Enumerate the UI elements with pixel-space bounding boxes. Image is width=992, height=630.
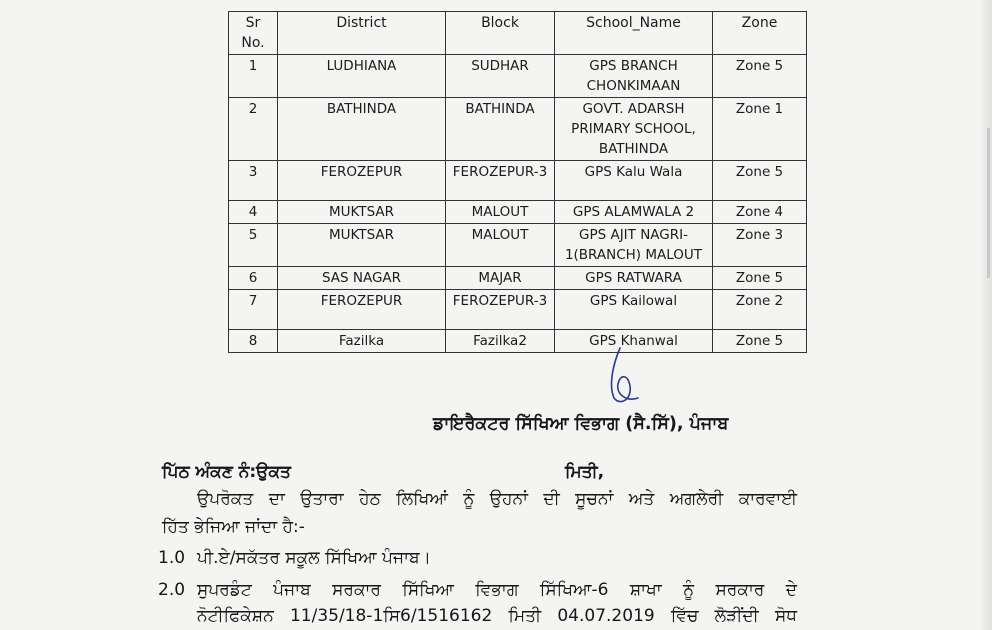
cell-zone: Zone 5 — [713, 267, 807, 290]
cell-school-name: GPS Kailowal — [555, 290, 713, 330]
item-number-2: 2.0 — [158, 580, 186, 600]
cell-district: MUKTSAR — [278, 201, 446, 224]
cell-zone: Zone 5 — [713, 330, 807, 353]
table-row — [229, 290, 807, 330]
item-text-2-cont: ਨੋਟੀਫਿਕੇਸ਼ਨ 11/35/18-1ਸਿ6/1516162 ਮਿਤੀ 04.07.2019 ਵਿੱਚ ਲੋੜੀਂਦੀ ਸੋਧ — [197, 606, 797, 626]
table-row — [229, 55, 807, 98]
cell-zone: Zone 5 — [713, 161, 807, 201]
cell-school-name: GPS Khanwal — [555, 330, 713, 353]
header-sr-no: Sr No. — [229, 12, 278, 55]
item-text-2: ਸੁਪਰਡੰਟ ਪੰਜਾਬ ਸਰਕਾਰ ਸਿੱਖਿਆ ਵਿਭਾਗ ਸਿੱਖਿਆ-6 ਸ਼ਾਖਾ ਨੂੰ ਸਰਕਾਰ ਦੇ — [197, 580, 797, 600]
cell-zone: Zone 2 — [713, 290, 807, 330]
cell-zone: Zone 4 — [713, 201, 807, 224]
cell-sr-no: 7 — [229, 290, 278, 330]
endorsement-date-label: ਮਿਤੀ, — [565, 462, 605, 482]
cell-sr-no: 5 — [229, 224, 278, 267]
school-list-table — [228, 11, 807, 353]
page-edge-mark — [987, 128, 990, 278]
cell-school-name: GOVT. ADARSH PRIMARY SCHOOL, BATHINDA — [555, 98, 713, 161]
cell-block: SUDHAR — [446, 55, 555, 98]
signature — [600, 340, 650, 410]
table-row — [229, 201, 807, 224]
cell-sr-no: 2 — [229, 98, 278, 161]
cell-district: BATHINDA — [278, 98, 446, 161]
item-text-1: ਪੀ.ਏ/ਸਕੱਤਰ ਸਕੂਲ ਸਿੱਖਿਆ ਪੰਜਾਬ। — [197, 548, 432, 568]
cell-zone: Zone 1 — [713, 98, 807, 161]
table-row — [229, 161, 807, 201]
cell-school-name: GPS Kalu Wala — [555, 161, 713, 201]
signatory-title: ਡਾਇਰੈਕਟਰ ਸਿੱਖਿਆ ਵਿਭਾਗ (ਸੈ.ਸਿੱ), ਪੰਜਾਬ — [433, 414, 729, 434]
cell-block: BATHINDA — [446, 98, 555, 161]
cell-school-name: GPS ALAMWALA 2 — [555, 201, 713, 224]
table-row — [229, 98, 807, 161]
cell-school-name: GPS AJIT NAGRI-1(BRANCH) MALOUT — [555, 224, 713, 267]
header-district: District — [278, 12, 446, 55]
cell-block: MALOUT — [446, 201, 555, 224]
header-school-name: School_Name — [555, 12, 713, 55]
cell-sr-no: 1 — [229, 55, 278, 98]
cell-district: Fazilka — [278, 330, 446, 353]
page-edge-shadow — [978, 0, 992, 630]
cell-district: MUKTSAR — [278, 224, 446, 267]
cell-school-name: GPS RATWARA — [555, 267, 713, 290]
cell-block: MAJAR — [446, 267, 555, 290]
cell-block: FEROZEPUR-3 — [446, 161, 555, 201]
cell-zone: Zone 3 — [713, 224, 807, 267]
intro-line-2: ਹਿੱਤ ਭੇਜਿਆ ਜਾਂਦਾ ਹੈ:- — [162, 517, 305, 537]
cell-district: FEROZEPUR — [278, 161, 446, 201]
cell-zone: Zone 5 — [713, 55, 807, 98]
table-row — [229, 224, 807, 267]
intro-line-1: ਉਪਰੋਕਤ ਦਾ ਉਤਾਰਾ ਹੇਠ ਲਿਖਿਆਂ ਨੂੰ ਉਹਨਾਂ ਦੀ ਸੂਚਨਾਂ ਅਤੇ ਅਗਲੇਰੀ ਕਾਰਵਾਈ — [197, 489, 797, 509]
cell-sr-no: 3 — [229, 161, 278, 201]
header-block: Block — [446, 12, 555, 55]
cell-sr-no: 8 — [229, 330, 278, 353]
header-zone: Zone — [713, 12, 807, 55]
item-number-1: 1.0 — [158, 548, 186, 568]
cell-block: FEROZEPUR-3 — [446, 290, 555, 330]
endorsement-ref-label: ਪਿੱਠ ਅੰਕਣ ਨੰ:ਉਕਤ — [162, 462, 291, 482]
cell-block: MALOUT — [446, 224, 555, 267]
table-row — [229, 330, 807, 353]
table-header-row — [229, 12, 807, 55]
cell-district: FEROZEPUR — [278, 290, 446, 330]
cell-block: Fazilka2 — [446, 330, 555, 353]
cell-sr-no: 6 — [229, 267, 278, 290]
table-row — [229, 267, 807, 290]
cell-district: LUDHIANA — [278, 55, 446, 98]
cell-school-name: GPS BRANCH CHONKIMAAN — [555, 55, 713, 98]
cell-sr-no: 4 — [229, 201, 278, 224]
cell-district: SAS NAGAR — [278, 267, 446, 290]
